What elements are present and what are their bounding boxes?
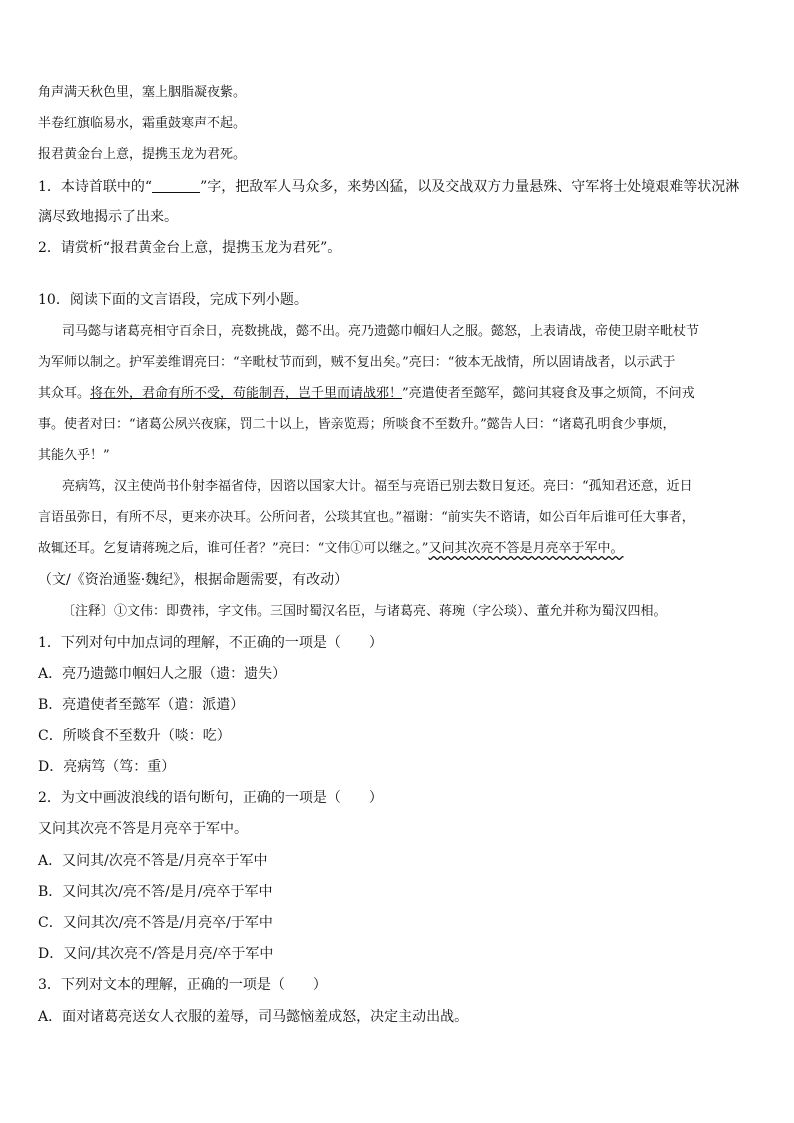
p1-l3-pre: 其众耳。 [38, 386, 91, 401]
passage-p2-line-1: 亮病笃，汉主使尚书仆射李福省侍，因谘以国家大计。福至与亮语已别去数日复还。亮曰：“孤知君还意，近日 [62, 479, 693, 494]
passage-p1-line-5: 其能久乎！” [38, 448, 110, 463]
subquestion-1-option-c[interactable]: C．所啖食不至数升（啖：吃） [38, 728, 231, 744]
subquestion-1-stem: 1．下列对句中加点词的理解，不正确的一项是（ ） [38, 635, 383, 651]
subquestion-2-option-c[interactable]: C．又问其次/亮不答是/月亮卒/于军中 [38, 915, 273, 931]
question-9-1-cont: 漓尽致地揭示了出来。 [38, 209, 178, 225]
subquestion-3-option-a[interactable]: A．面对诸葛亮送女人衣服的羞辱，司马懿恼羞成怒，决定主动出战。 [38, 1009, 469, 1025]
subquestion-1-option-a[interactable]: A．亮乃遗懿巾帼妇人之服（遗：遗失） [38, 666, 287, 682]
poem-line-1: 角声满天秋色里，塞上胭脂凝夜紫。 [38, 85, 247, 100]
subquestion-2-stem: 2．为文中画波浪线的语句断句，正确的一项是（ ） [38, 790, 383, 806]
passage-source: （文/《资治通鉴·魏纪》，根据命题需要，有改动） [38, 572, 349, 588]
question-9-1 [38, 178, 758, 196]
passage-p2-line-2: 言语虽弥日，有所不尽，更来亦决耳。公所问者，公琰其宜也。”福谢：“前实失不谘请，如公百年后谁可任大事者， [38, 510, 695, 525]
question-9-2: 2．请赏析“报君黄金台上意，提携玉龙为君死”。 [38, 240, 342, 256]
question-10-intro: 10．阅读下面的文言语段，完成下列小题。 [38, 292, 308, 308]
subquestion-1-option-d[interactable]: D．亮病笃（笃：重） [38, 759, 176, 775]
subquestion-1-option-b[interactable]: B．亮遣使者至懿军（遣：派遣） [38, 697, 245, 713]
wavy-underlined-sentence: 又问其次亮不答是月亮卒于军中。 [428, 541, 624, 556]
subquestion-2-option-d[interactable]: D．又问/其次亮不/答是月亮/卒于军中 [38, 946, 274, 962]
passage-p2-line-3 [38, 540, 758, 558]
p1-l3-post: ”亮遣使者至懿军，懿问其寝食及事之烦简，不问戎 [402, 386, 695, 401]
subquestion-2-sentence: 又问其次亮不答是月亮卒于军中。 [38, 821, 248, 837]
passage-p1-line-2: 为军师以制之。护军姜维谓亮曰：“辛毗杖节而到，贼不复出矣。”亮曰：“彼本无战情，所以固请战者，以示武于 [38, 355, 676, 370]
p2-l3-pre: 故辄还耳。乞复请蒋琬之后，谁可任者？”亮曰：“文伟①可以继之。” [38, 541, 429, 556]
poem-line-2: 半卷红旗临易水，霜重鼓寒声不起。 [38, 116, 247, 131]
passage-p1-line-4: 事。使者对曰：“诸葛公夙兴夜寐，罚二十以上，皆亲览焉；所啖食不至数升。”懿告人曰：“诸葛孔明食少事烦， [38, 417, 676, 432]
subquestion-2-option-a[interactable]: A．又问其/次亮不答是/月亮卒于军中 [38, 853, 268, 869]
underlined-sentence: 将在外，君命有所不受，苟能制吾，岂千里而请战邪！ [90, 386, 403, 401]
poem-line-3: 报君黄金台上意，提携玉龙为君死。 [38, 147, 247, 162]
passage-p1-line-3 [38, 385, 758, 403]
subquestion-3-stem: 3．下列对文本的理解，正确的一项是（ ） [38, 977, 327, 993]
q1-prefix: 1．本诗首联中的“ [38, 179, 153, 195]
annotation-note: 〔注释〕①文伟：即费祎，字文伟。三国时蜀汉名臣，与诸葛亮、蒋琬（字公琰）、董允并称为蜀汉四相。 [62, 604, 667, 619]
fill-blank[interactable] [152, 178, 200, 193]
subquestion-2-option-b[interactable]: B．又问其次/亮不答/是月/亮卒于军中 [38, 884, 273, 900]
passage-p1-line-1: 司马懿与诸葛亮相守百余日，亮数挑战，懿不出。亮乃遗懿巾帼妇人之服。懿怒，上表请战，帝使卫尉辛毗杖节 [62, 324, 700, 339]
q1-suffix: ”字，把敌军人马众多，来势凶猛，以及交战双方力量悬殊、守军将士处境艰难等状况淋 [200, 179, 740, 195]
